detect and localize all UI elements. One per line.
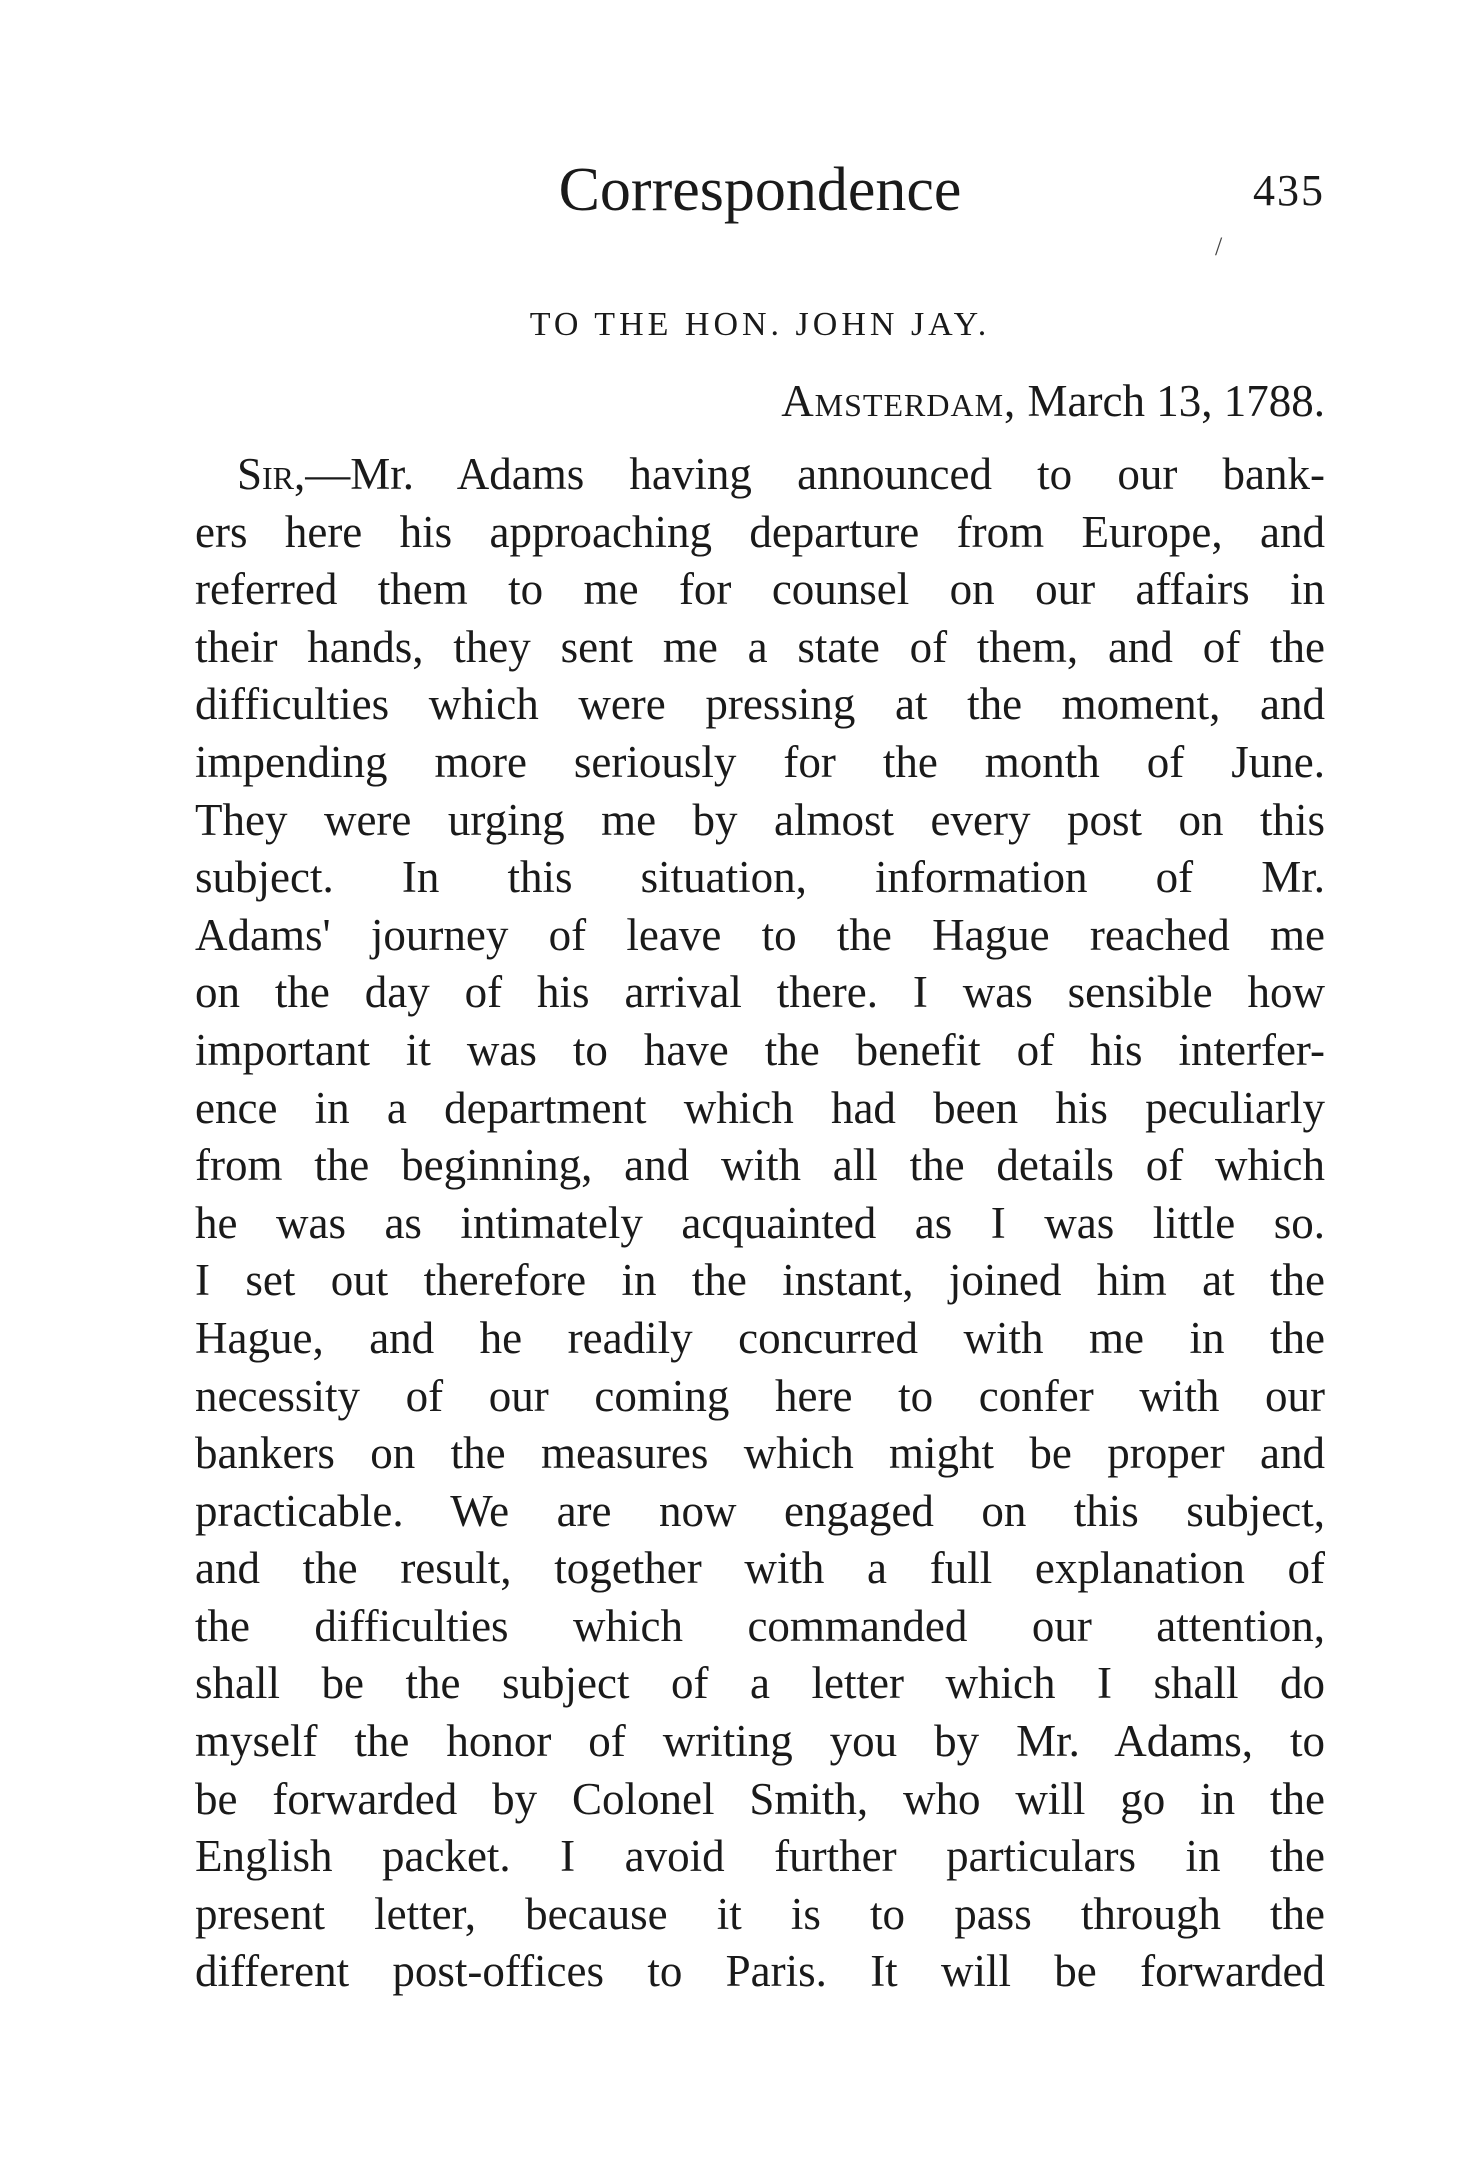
body-line: from the beginning, and with all the details of which: [195, 1140, 1325, 1191]
first-line-text: —Mr. Adams having announced to our bank-: [305, 449, 1325, 499]
body-line: ers here his approaching departure from Europe, and: [195, 506, 1325, 557]
body-line: be forwarded by Colonel Smith, who will go in the: [195, 1773, 1325, 1824]
body-line: Hague, and he readily concurred with me in the: [195, 1312, 1325, 1363]
dateline-date: March 13, 1788.: [1027, 376, 1325, 426]
body-line: practicable. We are now engaged on this subject,: [195, 1485, 1325, 1536]
salutation: Sir,: [237, 449, 306, 499]
letter-heading: TO THE HON. JOHN JAY.: [529, 306, 991, 343]
body-line: They were urging me by almost every post on this: [195, 794, 1325, 845]
body-line: ence in a department which had been his peculiarly: [195, 1082, 1325, 1133]
dateline-place: Amsterdam,: [781, 376, 1017, 426]
body-line: difficulties which were pressing at the moment, and: [195, 679, 1325, 730]
stray-ink-mark: /: [1215, 232, 1223, 261]
body-line: English packet. I avoid further particulars in the: [195, 1831, 1325, 1882]
body-line: on the day of his arrival there. I was sensible how: [195, 967, 1325, 1018]
body-line: their hands, they sent me a state of them, and of the: [195, 621, 1325, 672]
running-title: Correspondence: [558, 156, 962, 224]
body-line-first: [195, 446, 1325, 504]
body-line: important it was to have the benefit of his interfer-: [195, 1024, 1325, 1075]
running-head: [195, 150, 1325, 230]
body-line: necessity of our coming here to confer with our: [195, 1370, 1325, 1421]
body-line: impending more seriously for the month of June.: [195, 736, 1325, 787]
page-number: 435: [1253, 166, 1325, 215]
body-line: bankers on the measures which might be proper and: [195, 1428, 1325, 1479]
body-line: different post-offices to Paris. It will be forwarded: [195, 1946, 1325, 1997]
body-line: I set out therefore in the instant, joined him at the: [195, 1255, 1325, 1306]
letter-body: [195, 446, 1325, 2001]
body-line: and the result, together with a full explanation of: [195, 1543, 1325, 1594]
body-line: referred them to me for counsel on our affairs in: [195, 564, 1325, 615]
body-line: the difficulties which commanded our attention,: [195, 1600, 1325, 1651]
body-line: myself the honor of writing you by Mr. Adams, to: [195, 1716, 1325, 1767]
letter-dateline: [195, 368, 1325, 434]
body-line: shall be the subject of a letter which I shall do: [195, 1658, 1325, 1709]
body-line: present letter, because it is to pass through the: [195, 1888, 1325, 1939]
body-line: he was as intimately acquainted as I was little so.: [195, 1197, 1325, 1248]
body-line: Adams' journey of leave to the Hague reached me: [195, 909, 1325, 960]
body-line: subject. In this situation, information of Mr.: [195, 852, 1325, 903]
